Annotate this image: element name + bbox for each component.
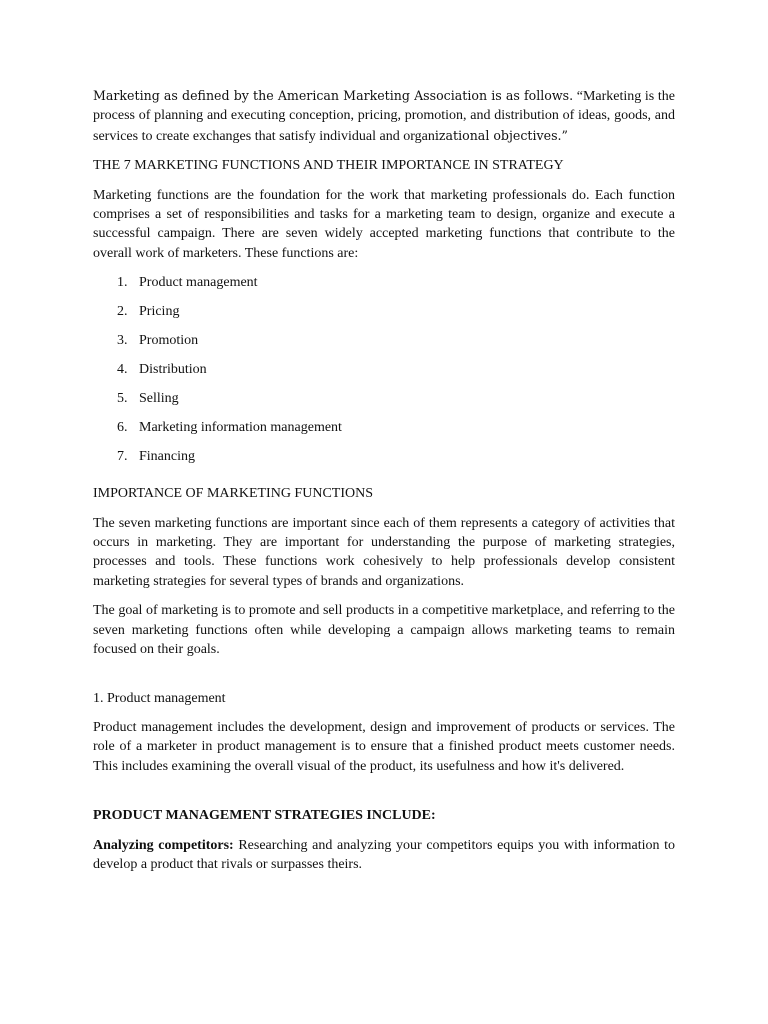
- paragraph-importance-2: The goal of marketing is to promote and sell products in a competitive marketplace, and referring to the seven marketing functions often while developing a campaign allows marketing teams to remain focused on their goals.: [93, 603, 675, 658]
- functions-list: [93, 273, 675, 476]
- intro-paragraph: [93, 86, 675, 146]
- list-item-label: Financing: [139, 449, 195, 465]
- heading-marketing-functions: THE 7 MARKETING FUNCTIONS AND THEIR IMPORTANCE IN STRATEGY: [93, 158, 564, 174]
- list-item: [93, 389, 675, 418]
- paragraph-analyzing-competitors: [93, 836, 675, 875]
- heading-importance: IMPORTANCE OF MARKETING FUNCTIONS: [93, 486, 373, 502]
- list-item-label: Pricing: [139, 304, 180, 320]
- list-item: [93, 360, 675, 389]
- list-item-number: 1.: [117, 275, 128, 291]
- list-item: [93, 418, 675, 447]
- list-item-number: 4.: [117, 362, 128, 378]
- section-title-product-management: 1. Product management: [93, 690, 226, 706]
- intro-text-1: Marketing as defined by the American Marketing Association is as follows.: [93, 88, 574, 103]
- paragraph-product-management: Product management includes the development, design and improvement of products or services. The role of a marketer in product management is to ensure that a finished product meets customer needs. This includes examining the overall visual of the product, its usefulness and how it's delivered.: [93, 719, 675, 774]
- list-item: [93, 302, 675, 331]
- document-page: [93, 86, 675, 884]
- heading-strategies: PRODUCT MANAGEMENT STRATEGIES INCLUDE:: [93, 808, 436, 824]
- list-item-number: 5.: [117, 391, 128, 407]
- intro-text-3: izational objectives.”: [434, 127, 568, 143]
- list-item: [93, 447, 675, 476]
- list-item-label: Selling: [139, 391, 179, 407]
- list-item-number: 7.: [117, 449, 128, 465]
- strategy-label: Analyzing competitors:: [93, 837, 234, 853]
- list-item-number: 3.: [117, 333, 128, 349]
- intro-text-2: “Marketing is the process of planning and executing conception, pricing, promotion, and distribution of ideas, goods, and services to create exchanges that satisfy individual and organ: [93, 89, 675, 144]
- list-item-label: Distribution: [139, 362, 207, 378]
- list-item: [93, 331, 675, 360]
- list-item-label: Promotion: [139, 333, 199, 349]
- strategy-text: Researching and analyzing your competitors equips you with information to develop a product that rivals or surpasses theirs.: [93, 837, 675, 872]
- list-item-number: 6.: [117, 420, 128, 436]
- list-item: [93, 273, 675, 302]
- paragraph-importance-1: The seven marketing functions are important since each of them represents a category of activities that occurs in marketing. They are important for understanding the purpose of marketing strategies, processes and tools. These functions work cohesively to help professionals develop consistent marketing strategies for several types of brands and organizations.: [93, 515, 675, 589]
- paragraph-marketing-functions: Marketing functions are the foundation for the work that marketing professionals do. Each function comprises a set of responsibilities and tasks for a marketing team to design, organize and execute a successful campaign. There are seven widely accepted marketing functions that contribute to the overall work of marketers. These functions are:: [93, 187, 675, 261]
- list-item-label: Product management: [139, 275, 258, 291]
- list-item-number: 2.: [117, 304, 128, 320]
- list-item-label: Marketing information management: [139, 420, 342, 436]
